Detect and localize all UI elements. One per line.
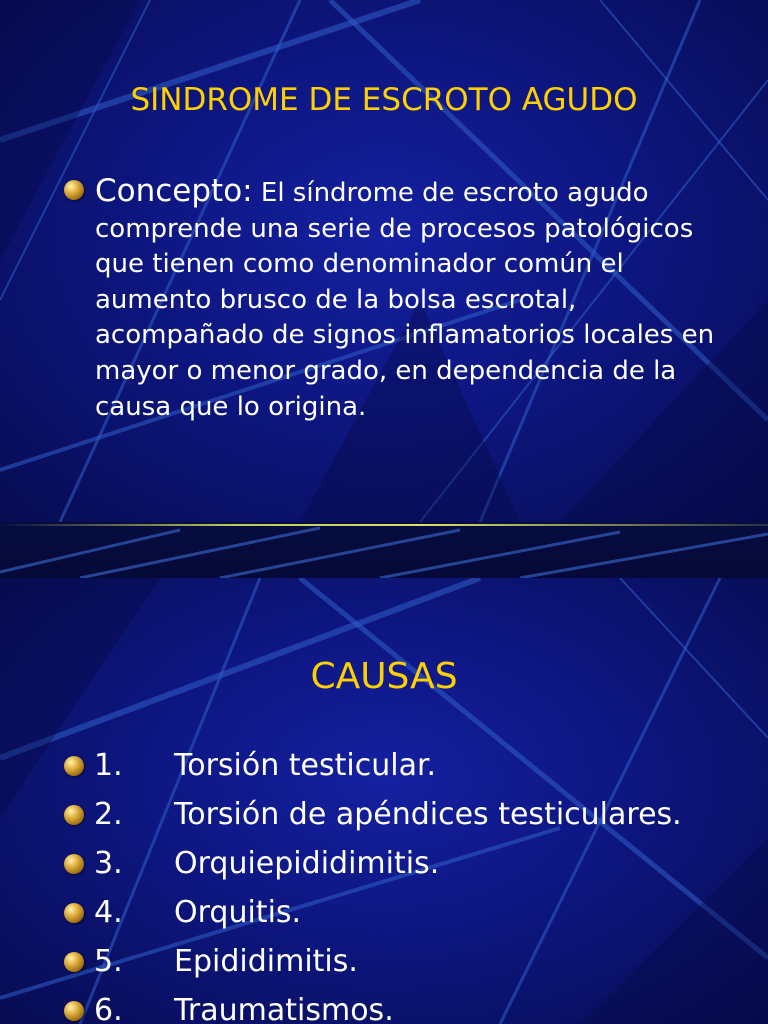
list-item-text: Orquitis. <box>174 895 302 930</box>
list-item-number: 1. <box>94 748 123 783</box>
slide-causas <box>0 578 768 1024</box>
gold-sphere-bullet-icon <box>64 903 84 923</box>
list-item-number: 4. <box>94 895 123 930</box>
list-item-number: 5. <box>94 944 123 979</box>
concept-paragraph <box>95 174 735 425</box>
list-item-text: Traumatismos. <box>174 993 394 1024</box>
gold-sphere-bullet-icon <box>64 180 84 200</box>
list-item-number: 2. <box>94 797 123 832</box>
separator-background-lines <box>0 522 768 578</box>
list-item <box>0 748 768 796</box>
list-item-text: Orquiepididimitis. <box>174 846 440 881</box>
list-item <box>0 895 768 943</box>
slide-title: CAUSAS <box>310 656 458 697</box>
list-item-text: Epididimitis. <box>174 944 358 979</box>
gold-sphere-bullet-icon <box>64 1001 84 1021</box>
list-item-number: 3. <box>94 846 123 881</box>
gold-sphere-bullet-icon <box>64 805 84 825</box>
list-item-text: Torsión de apéndices testiculares. <box>174 797 682 832</box>
list-item <box>0 944 768 992</box>
gold-sphere-bullet-icon <box>64 854 84 874</box>
concept-text: El síndrome de escroto agudo comprende una serie de procesos patológicos que tienen como denominador común el aumento brusco de la bolsa escrotal, acompañado de signos inflamatorios locales en mayor o menor grado, en dependencia de la causa que lo origina. <box>95 178 715 422</box>
gold-sphere-bullet-icon <box>64 756 84 776</box>
slide-separator <box>0 522 768 578</box>
gold-sphere-bullet-icon <box>64 952 84 972</box>
list-item <box>0 797 768 845</box>
slide-title: SINDROME DE ESCROTO AGUDO <box>130 82 638 118</box>
list-item <box>0 993 768 1024</box>
list-item-text: Torsión testicular. <box>174 748 437 783</box>
concept-label: Concepto: <box>95 173 253 209</box>
list-item <box>0 846 768 894</box>
list-item-number: 6. <box>94 993 123 1024</box>
